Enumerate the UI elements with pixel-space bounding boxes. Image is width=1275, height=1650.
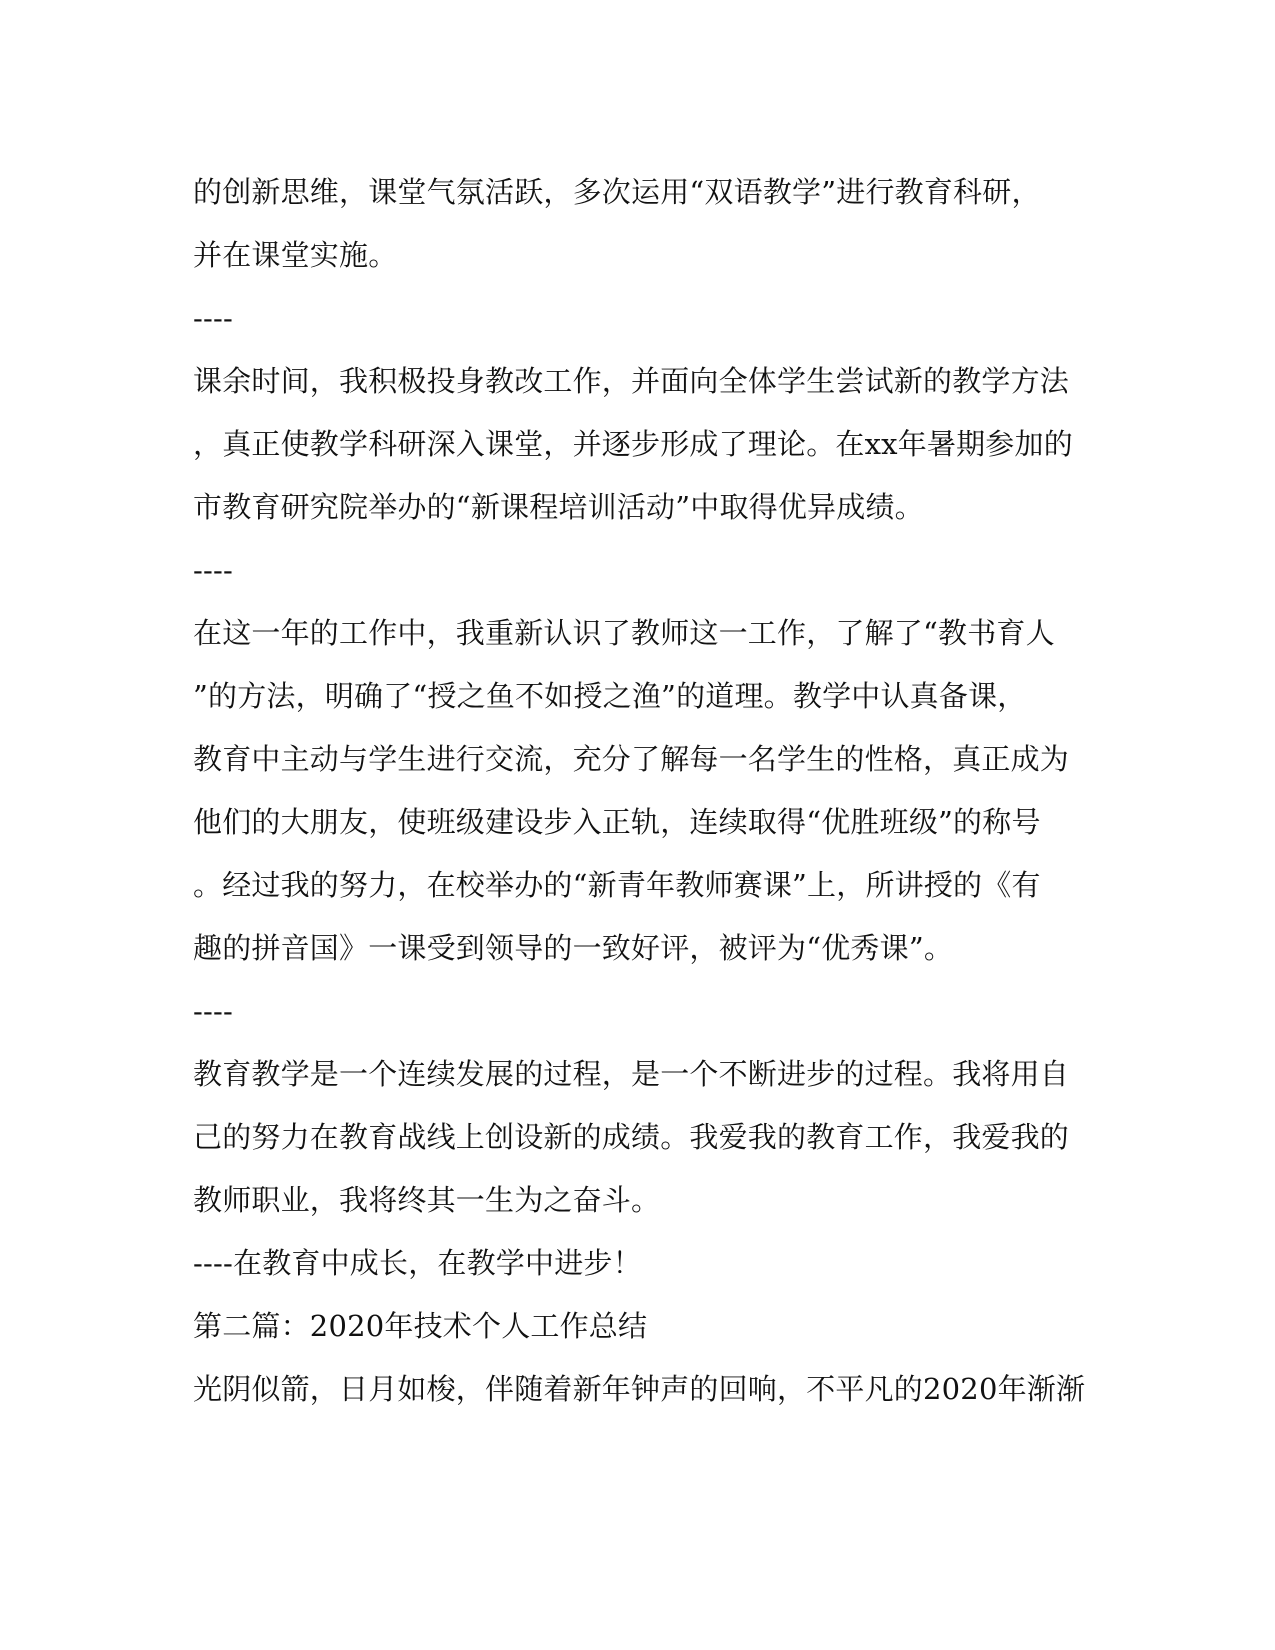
text-line: 的创新思维，课堂气氛活跃，多次运用“双语教学”进行教育科研， [193,175,1041,209]
text-line: ，真正使教学科研深入课堂，并逐步形成了理论。在xx年暑期参加的 [193,427,1073,461]
text-line: ”的方法，明确了“授之鱼不如授之渔”的道理。教学中认真备课， [193,679,1027,713]
text-line: 并在课堂实施。 [193,238,398,272]
text-line: 光阴似箭，日月如梭，伴随着新年钟声的回响，不平凡的2020年渐渐 [193,1372,1086,1406]
text-line: ----在教育中成长，在教学中进步！ [193,1246,642,1280]
text-line: 教师职业，我将终其一生为之奋斗。 [193,1183,661,1217]
separator-line: ---- [193,553,233,587]
separator-line: ---- [193,301,233,335]
text-line: 己的努力在教育战线上创设新的成绩。我爱我的教育工作，我爱我的 [193,1120,1070,1154]
separator-line: ---- [193,994,233,1028]
text-line: 。经过我的努力，在校举办的“新青年教师赛课”上，所讲授的《有 [193,868,1041,902]
text-line: 市教育研究院举办的“新课程培训活动”中取得优异成绩。 [193,490,924,524]
section-heading: 第二篇：2020年技术个人工作总结 [193,1309,648,1343]
text-line: 趣的拼音国》一课受到领导的一致好评，被评为“优秀课”。 [193,931,954,965]
text-line: 他们的大朋友，使班级建设步入正轨，连续取得“优胜班级”的称号 [193,805,1041,839]
text-line: 在这一年的工作中，我重新认识了教师这一工作，了解了“教书育人 [193,616,1055,650]
text-line: 课余时间，我积极投身教改工作，并面向全体学生尝试新的教学方法 [193,364,1070,398]
text-line: 教育中主动与学生进行交流，充分了解每一名学生的性格，真正成为 [193,742,1070,776]
text-line: 教育教学是一个连续发展的过程，是一个不断进步的过程。我将用自 [193,1057,1070,1091]
